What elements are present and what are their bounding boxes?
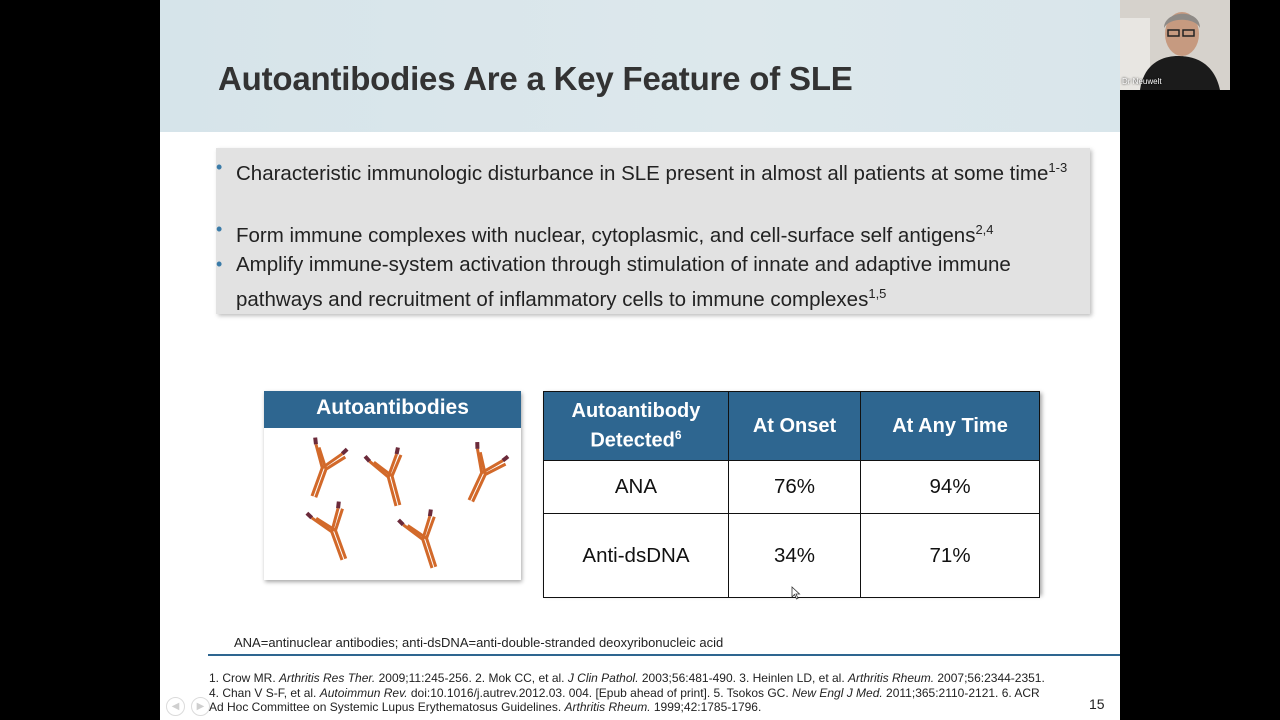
antibody-icon	[307, 501, 359, 566]
panel-title: Autoantibodies	[264, 391, 521, 428]
antibody-illustration	[264, 428, 521, 580]
bullet-dot-icon: •	[216, 157, 223, 177]
slide-nav-controls	[166, 697, 210, 716]
antibody-icon	[399, 509, 450, 573]
table-row	[544, 461, 1040, 514]
bullet-dot-icon: •	[216, 254, 223, 274]
next-slide-icon[interactable]: ▶	[191, 697, 210, 716]
reference-line: Ad Hoc Committee on Systemic Lupus Erythematosus Guidelines. Arthritis Rheum. 1999;42:1785-1796.	[209, 700, 762, 714]
speaker-video-tile[interactable]	[1120, 0, 1230, 90]
table-cell: 34%	[728, 514, 860, 598]
mouse-cursor-icon	[791, 586, 801, 600]
previous-slide-icon[interactable]: ◀	[166, 697, 185, 716]
table-cell: ANA	[544, 461, 729, 514]
speaker-name: Dr Neuwelt	[1122, 77, 1162, 86]
reference-line: 4. Chan V S-F, et al. Autoimmun Rev. doi:10.1016/j.autrev.2012.03. 004. [Epub ahead of print]. 5. Tsokos GC. New Engl J Med. 2011;365:2110-2121. 6. ACR	[209, 685, 1040, 700]
presentation-slide	[160, 0, 1120, 720]
reference-line: 1. Crow MR. Arthritis Res Ther. 2009;11:245-256. 2. Mok CC, et al. J Clin Pathol. 2003;56:481-490. 3. Heinlen LD, et al. Arthritis Rheum. 2007;56:2344-2351.	[209, 671, 1045, 685]
antibody-icon	[454, 442, 509, 508]
slide-title: Autoantibodies Are a Key Feature of SLE	[218, 60, 853, 97]
abbreviation-footnote: ANA=antinuclear antibodies; anti-dsDNA=anti-double-stranded deoxyribonucleic acid	[234, 635, 724, 650]
autoantibodies-panel	[264, 391, 521, 580]
column-header: Autoantibody Detected$^6$	[544, 392, 729, 461]
table-cell: 94%	[861, 461, 1040, 514]
bullet-item: • Characteristic immunologic disturbance in SLE present in almost all patients at some time$^{1-3}$	[236, 153, 1076, 188]
antibody-icon	[296, 438, 348, 503]
table-cell: 76%	[728, 461, 860, 514]
table-header-row	[544, 392, 1040, 461]
column-header: At Onset	[728, 392, 860, 461]
table-row	[544, 514, 1040, 598]
bullet-box	[216, 148, 1090, 314]
page-number: 15	[1089, 696, 1105, 712]
references	[209, 671, 1069, 715]
bullet-item: • Amplify immune-system activation through stimulation of innate and adaptive immune pathways and recruitment of inflammatory cells to immune complexes$^{1,5}$	[236, 250, 1076, 314]
autoantibody-table	[543, 391, 1040, 598]
table-cell: 71%	[861, 514, 1040, 598]
column-header: At Any Time	[861, 392, 1040, 461]
bullet-item: • Form immune complexes with nuclear, cytoplasmic, and cell-surface self antigens$^{2,4}$	[236, 215, 1076, 250]
table-cell: Anti-dsDNA	[544, 514, 729, 598]
bullet-dot-icon: •	[216, 219, 223, 239]
antibody-icon	[365, 447, 413, 510]
autoantibody-table-wrapper	[543, 391, 1040, 594]
divider	[208, 654, 1120, 656]
